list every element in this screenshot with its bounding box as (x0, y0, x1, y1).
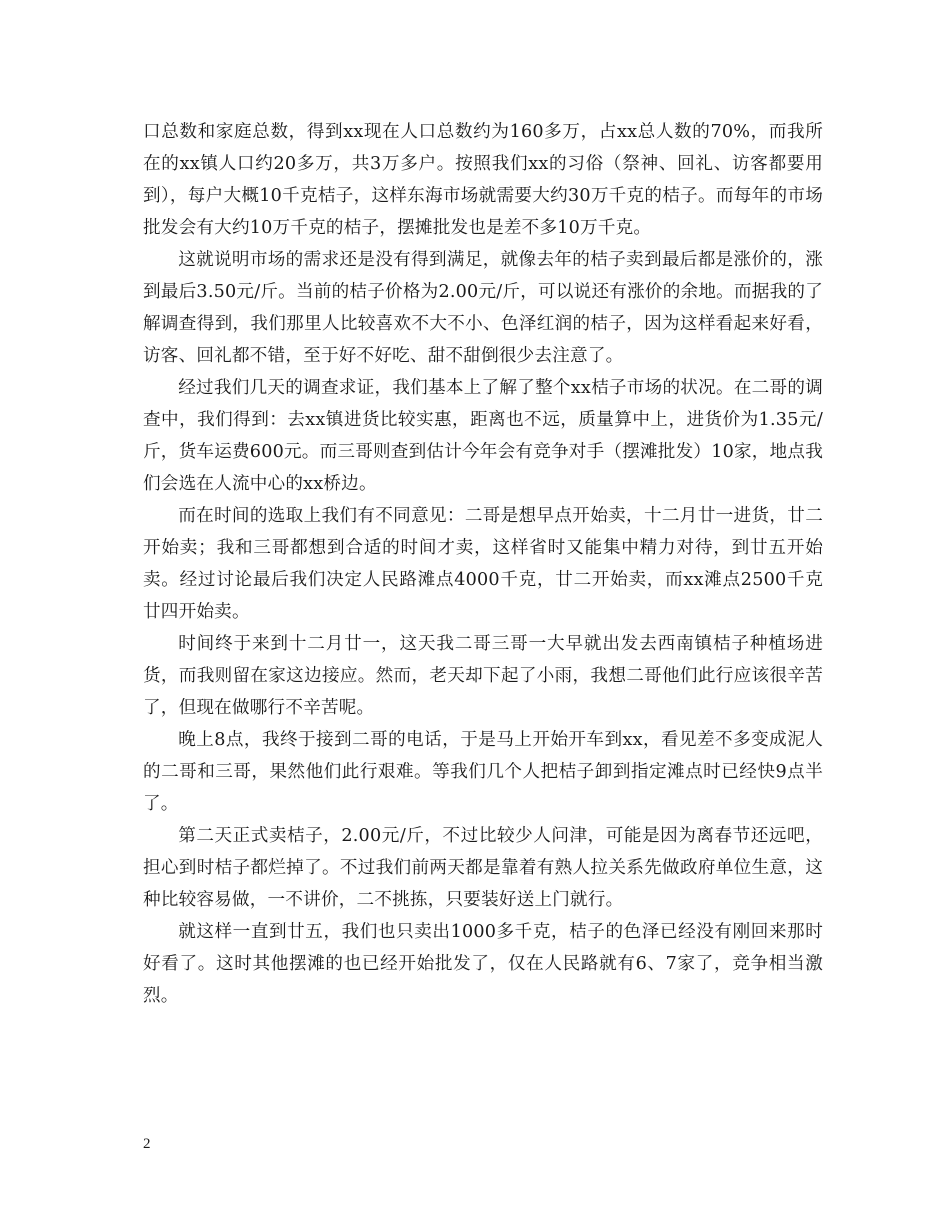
paragraph-6: 晚上8点，我终于接到二哥的电话，于是马上开始开车到xx，看见差不多变成泥人的二哥和三哥，果然他们此行艰难。等我们几个人把桔子卸到指定滩点时已经快9点半了。 (143, 730, 823, 814)
paragraph-8: 就这样一直到廿五，我们也只卖出1000多千克，桔子的色泽已经没有刚回来那时好看了。这时其他摆滩的也已经开始批发了，仅在人民路就有6、7家了，竞争相当激烈。 (143, 922, 823, 1006)
paragraph-7: 第二天正式卖桔子，2.00元/斤，不过比较少人问津，可能是因为离春节还远吧，担心到时桔子都烂掉了。不过我们前两天都是靠着有熟人拉关系先做政府单位生意，这种比较容易做，一不讲价，二不挑拣，只要装好送上门就行。 (143, 826, 823, 910)
paragraph-4: 而在时间的选取上我们有不同意见：二哥是想早点开始卖，十二月廿一进货，廿二开始卖；我和三哥都想到合适的时间才卖，这样省时又能集中精力对待，到廿五开始卖。经过讨论最后我们决定人民路滩点4000千克，廿二开始卖，而xx滩点2500千克廿四开始卖。 (143, 506, 823, 622)
paragraph-5: 时间终于来到十二月廿一，这天我二哥三哥一大早就出发去西南镇桔子种植场进货，而我则留在家这边接应。然而，老天却下起了小雨，我想二哥他们此行应该很辛苦了，但现在做哪行不辛苦呢。 (143, 634, 823, 718)
paragraph-1: 口总数和家庭总数，得到xx现在人口总数约为160多万，占xx总人数的70%，而我所在的xx镇人口约20多万，共3万多户。按照我们xx的习俗（祭神、回礼、访客都要用到），每户大概10千克桔子，这样东海市场就需要大约30万千克的桔子。而每年的市场批发会有大约10万千克的桔子，摆摊批发也是差不多10万千克。 (143, 122, 823, 238)
paragraph-2: 这就说明市场的需求还是没有得到满足，就像去年的桔子卖到最后都是涨价的，涨到最后3.50元/斤。当前的桔子价格为2.00元/斤，可以说还有涨价的余地。而据我的了解调查得到，我们那里人比较喜欢不大不小、色泽红润的桔子，因为这样看起来好看，访客、回礼都不错，至于好不好吃、甜不甜倒很少去注意了。 (143, 250, 823, 366)
paragraph-3: 经过我们几天的调查求证，我们基本上了解了整个xx桔子市场的状况。在二哥的调查中，我们得到：去xx镇进货比较实惠，距离也不远，质量算中上，进货价为1.35元/斤，货车运费600元。而三哥则查到估计今年会有竞争对手（摆滩批发）10家，地点我们会选在人流中心的xx桥边。 (143, 378, 823, 494)
body-text (143, 116, 823, 1012)
page-number: 2 (143, 1136, 151, 1152)
